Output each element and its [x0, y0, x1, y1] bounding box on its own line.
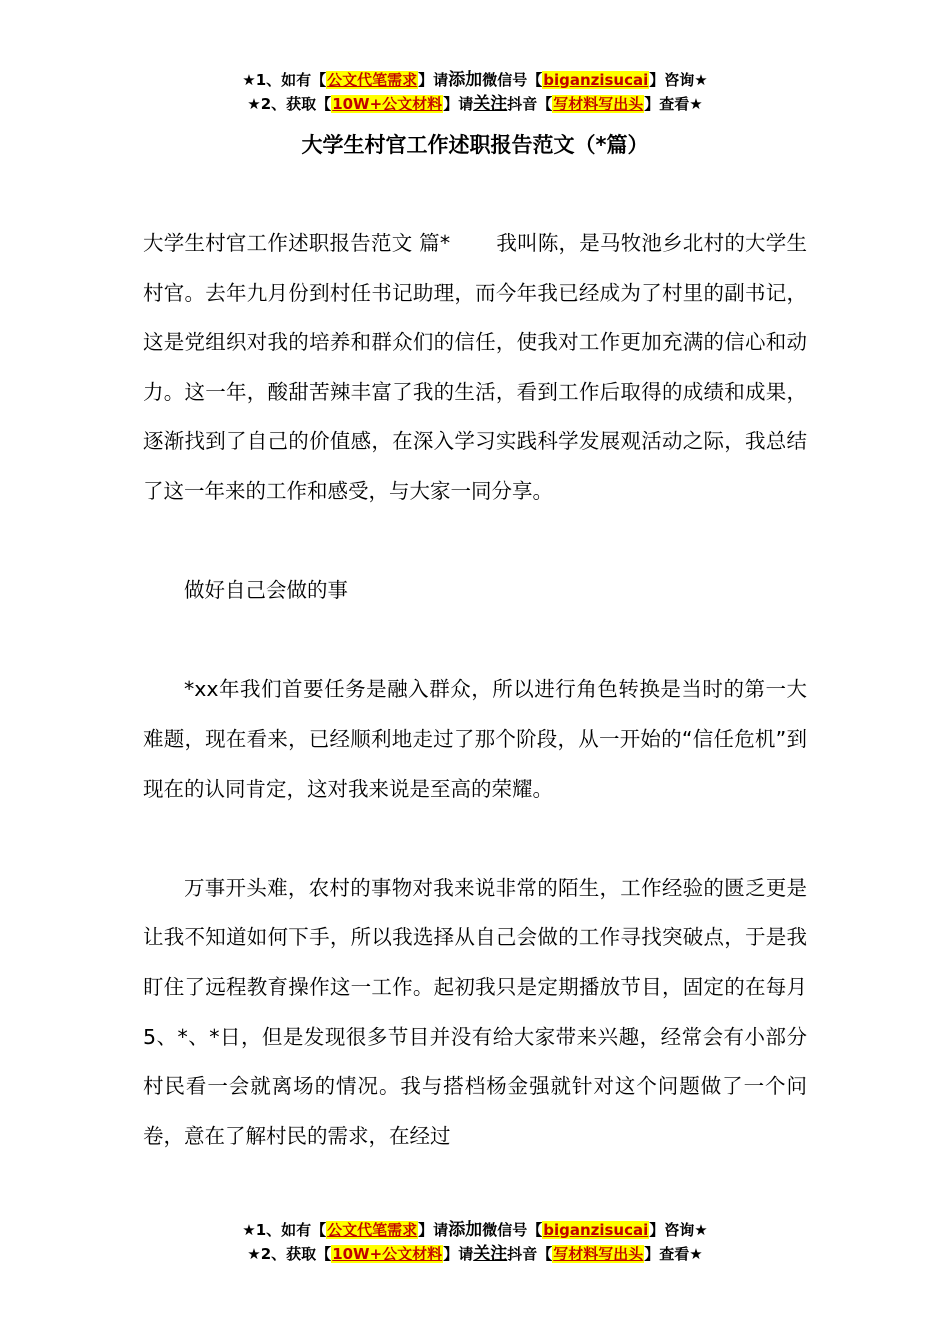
highlight-wechat-id: biganzisucai — [543, 1221, 649, 1239]
intro-paragraph — [143, 219, 807, 517]
footer-banner — [0, 1218, 950, 1266]
banner-emphasis: 添加 — [448, 1220, 483, 1240]
highlight-wechat-id: biganzisucai — [543, 71, 649, 89]
intro-lead: 大学生村官工作述职报告范文 篇* — [143, 231, 451, 255]
banner-text: ★1、如有【 — [242, 1221, 327, 1239]
banner-text: 】请 — [443, 1245, 474, 1263]
body-paragraph-1: *xx年我们首要任务是融入群众，所以进行角色转换是当时的第一大难题，现在看来，已经顺利地走过了那个阶段，从一开始的“信任危机”到现在的认同肯定，这对我来说是至高的荣耀。 — [143, 677, 807, 801]
banner-text: 】查看★ — [644, 95, 703, 113]
banner-text: 】请 — [418, 71, 449, 89]
banner-line-2 — [0, 1242, 950, 1266]
body-paragraph-2: 万事开头难，农村的事物对我来说非常的陌生，工作经验的匮乏更是让我不知道如何下手，所以我选择从自己会做的工作寻找突破点，于是我盯住了远程教育操作这一工作。起初我只是定期播放节目，固定的在每月5、*、*日，但是发现很多节目并没有给大家带来兴趣，经常会有小部分村民看一会就离场的情况。我与搭档杨金强就针对这个问题做了一个问卷，意在了解村民的需求，在经过 — [143, 875, 807, 1148]
banner-text: 抖音【 — [507, 1245, 553, 1263]
banner-line-2 — [0, 92, 950, 116]
highlight-service: 公文代笔需求 — [327, 71, 418, 89]
banner-line-1 — [0, 68, 950, 92]
header-banner — [0, 68, 950, 116]
highlight-materials: 10W+公文材料 — [332, 1245, 443, 1263]
highlight-materials: 10W+公文材料 — [332, 95, 443, 113]
banner-line-1 — [0, 1218, 950, 1242]
banner-text: 】咨询★ — [649, 1221, 708, 1239]
banner-text: 微信号【 — [482, 71, 543, 89]
highlight-douyin-account: 写材料写出头 — [553, 95, 644, 113]
banner-text: 】查看★ — [644, 1245, 703, 1263]
highlight-douyin-account: 写材料写出头 — [553, 1245, 644, 1263]
banner-text: 】咨询★ — [649, 71, 708, 89]
banner-emphasis: 关注 — [473, 94, 508, 114]
banner-text: 】请 — [418, 1221, 449, 1239]
banner-text: ★2、获取【 — [247, 1245, 332, 1263]
banner-emphasis: 关注 — [473, 1244, 508, 1264]
intro-body: 我叫陈，是马牧池乡北村的大学生村官。去年九月份到村任书记助理，而今年我已经成为了村里的副书记，这是党组织对我的培养和群众们的信任，使我对工作更加充满的信心和动力。这一年，酸甜苦辣丰富了我的生活，看到工作后取得的成绩和成果，逐渐找到了自己的价值感，在深入学习实践科学发展观活动之际，我总结了这一年来的工作和感受，与大家一同分享。 — [143, 231, 808, 503]
banner-text: ★2、获取【 — [247, 95, 332, 113]
banner-text: 】请 — [443, 95, 474, 113]
highlight-service: 公文代笔需求 — [327, 1221, 418, 1239]
banner-text: 微信号【 — [482, 1221, 543, 1239]
banner-text: ★1、如有【 — [242, 71, 327, 89]
document-body — [143, 219, 807, 1161]
banner-emphasis: 添加 — [448, 70, 483, 90]
banner-text: 抖音【 — [507, 95, 553, 113]
section-heading: 做好自己会做的事 — [184, 578, 348, 603]
document-title: 大学生村官工作述职报告范文（*篇） — [301, 133, 649, 157]
